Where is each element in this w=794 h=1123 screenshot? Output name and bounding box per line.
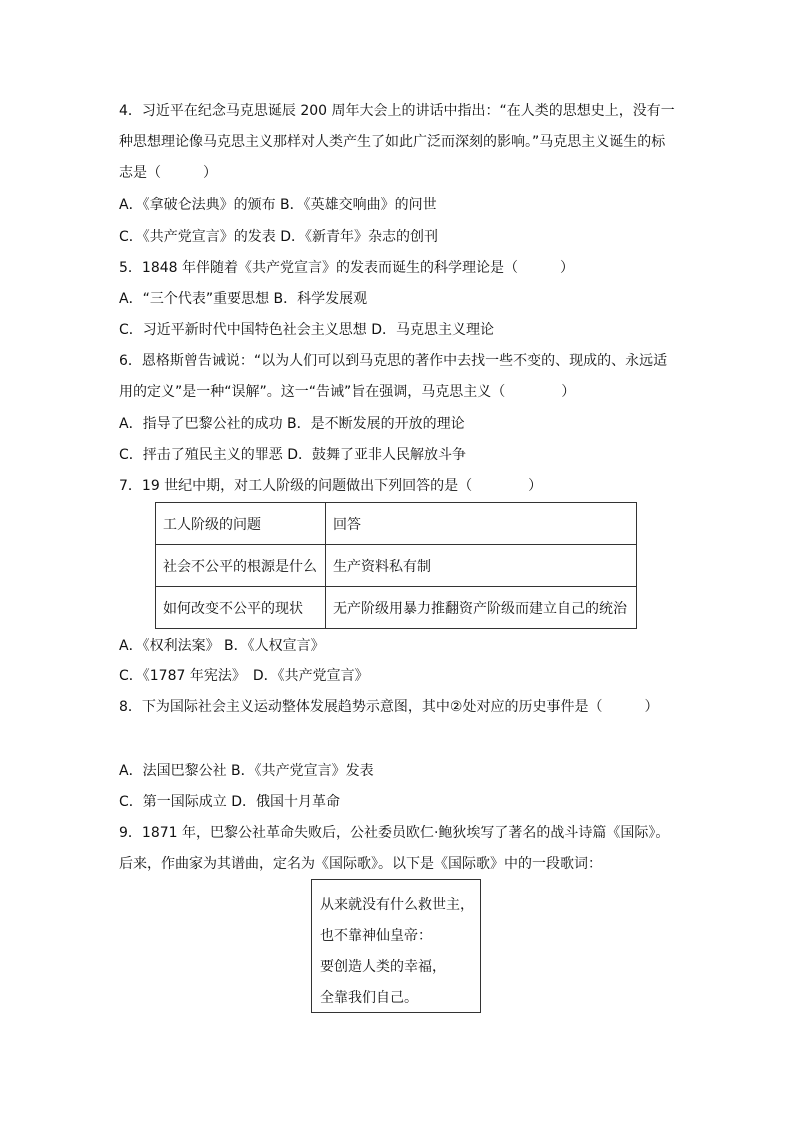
q8-stem: 8．下为国际社会主义运动整体发展趋势示意图，其中②处对应的历史事件是（ ） (119, 699, 659, 715)
q6-stem-line2: 用的定义”是一种“误解”。这一“告诫”旨在强调，马克思主义（ ） (119, 384, 576, 400)
lyric-line: 也不靠神仙皇帝： (320, 928, 432, 944)
q5-options-cd: C．习近平新时代中国特色社会主义思想 D．马克思主义理论 (119, 322, 495, 338)
table-cell: 如何改变不公平的现状 (156, 587, 326, 629)
q8-options-cd: C．第一国际成立 D．俄国十月革命 (119, 794, 341, 810)
table-cell: 生产资料私有制 (326, 545, 637, 587)
table-cell: 社会不公平的根源是什么 (156, 545, 326, 587)
q4-stem-line3: 志是（ ） (119, 165, 217, 181)
q6-stem-line1: 6．恩格斯曾告诫说：“以为人们可以到马克思的著作中去找一些不变的、现成的、永远适 (119, 353, 668, 369)
q8-options-ab: A．法国巴黎公社 B．《共产党宣言》发表 (119, 763, 374, 779)
q5-options-ab: A．“三个代表”重要思想 B．科学发展观 (119, 291, 368, 307)
q7-table (155, 502, 637, 629)
table-row (156, 503, 637, 545)
q5-stem: 5．1848 年伴随着《共产党宣言》的发表而诞生的科学理论是（ ） (119, 260, 574, 276)
table-row (156, 587, 637, 629)
q9-stem-line2: 后来，作曲家为其谱曲，定名为《国际歌》。以下是《国际歌》中的一段歌词： (119, 856, 602, 872)
q4-stem-line2: 种思想理论像马克思主义那样对人类产生了如此广泛而深刻的影响。”马克思主义诞生的标 (119, 134, 666, 150)
q4-stem-line1: 4．习近平在纪念马克思诞辰 200 周年大会上的讲话中指出：“在人类的思想史上，没有一 (119, 103, 675, 119)
lyric-line: 要创造人类的幸福， (320, 959, 446, 975)
q6-options-cd: C．抨击了殖民主义的罪恶 D．鼓舞了亚非人民解放斗争 (119, 447, 467, 463)
q7-stem: 7．19 世纪中期，对工人阶级的问题做出下列回答的是（ ） (119, 478, 543, 494)
table-header-cell: 工人阶级的问题 (156, 503, 326, 545)
lyrics-box (311, 879, 481, 1013)
lyric-line: 全靠我们自己。 (320, 990, 418, 1006)
q9-stem-line1: 9．1871 年，巴黎公社革命失败后，公社委员欧仁·鲍狄埃写了著名的战斗诗篇《国际》。 (119, 825, 670, 841)
q6-options-ab: A．指导了巴黎公社的成功 B．是不断发展的开放的理论 (119, 416, 465, 432)
table-header-cell: 回答 (326, 503, 637, 545)
lyric-line: 从来就没有什么救世主， (320, 897, 474, 913)
q7-options-cd: C．《1787 年宪法》 D．《共产党宣言》 (119, 668, 369, 684)
table-cell: 无产阶级用暴力推翻资产阶级而建立自己的统治 (326, 587, 637, 629)
table-row (156, 545, 637, 587)
q4-options-cd: C．《共产党宣言》的发表 D．《新青年》杂志的创刊 (119, 229, 439, 245)
q7-options-ab: A．《权利法案》 B．《人权宣言》 (119, 638, 325, 654)
q4-options-ab: A．《拿破仑法典》的颁布 B．《英雄交响曲》的问世 (119, 197, 437, 213)
